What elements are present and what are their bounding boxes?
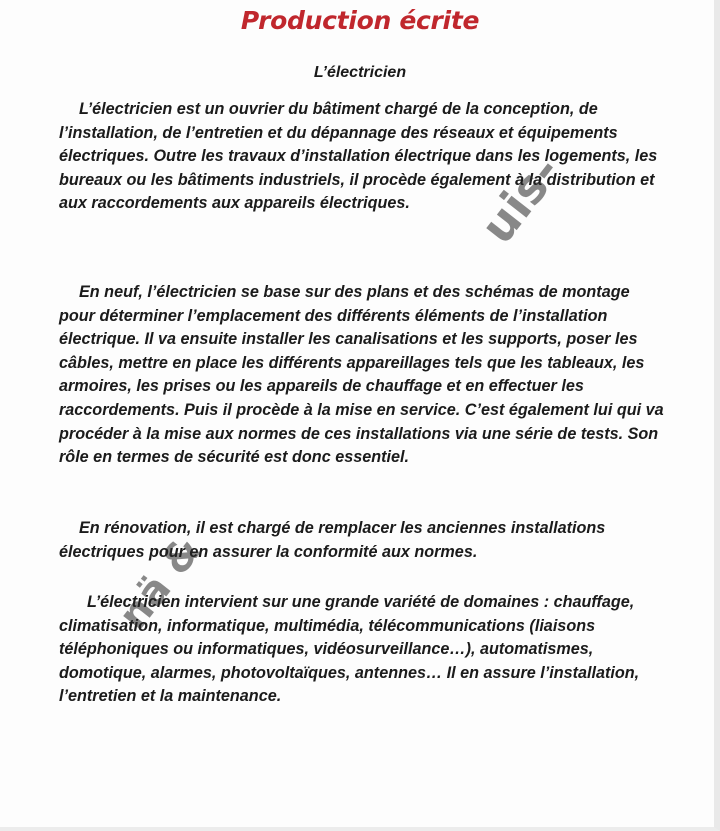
watermark-bottom: nä &	[110, 527, 211, 639]
paragraph-3	[59, 517, 664, 564]
watermark-top: uis-	[470, 145, 572, 254]
paragraph-2	[59, 281, 664, 470]
paragraph-4-text: L’électricien intervient sur une grande variété de domaines : chauffage, climatisation, informatique, multimédia, télécommunications (liaisons téléphoniques ou informatiques, vidéosurveillance…), automatismes, domotique, alarmes, photovoltaïques, antennes… Il en assure l’installation, l’entretien et la maintenance.	[59, 593, 640, 706]
paragraph-2-text: En neuf, l’électricien se base sur des plans et des schémas de montage pour déterminer l’emplacement des différents éléments de l’installation électrique. Il va ensuite installer les canalisations et les supports, poser les câbles, mettre en place les différents appareillages tels que les tableaux, les armoires, les prises ou les appareils de chauffage et en effectuer les raccordements. Puis il procède à la mise en service. C’est également lui qui va procéder à la mise aux normes de ces installations via une série de tests. Son rôle en termes de sécurité est donc essentiel.	[59, 283, 664, 467]
paragraph-1-text: L’électricien est un ouvrier du bâtiment chargé de la conception, de l’installation, de l’entretien et du dépannage des réseaux et équipements électriques. Outre les travaux d’installation électrique dans les logements, les bureaux ou les bâtiments industriels, il procède également à la distribution et aux raccordements aux appareils électriques.	[59, 100, 658, 213]
page-heading: Production écrite	[240, 6, 480, 35]
paragraph-4	[59, 591, 664, 709]
paragraph-3-text: En rénovation, il est chargé de remplacer les anciennes installations électriques pour en assurer la conformité aux normes.	[59, 519, 606, 561]
paragraph-1	[59, 98, 664, 216]
document-title: L’électricien	[313, 64, 407, 81]
